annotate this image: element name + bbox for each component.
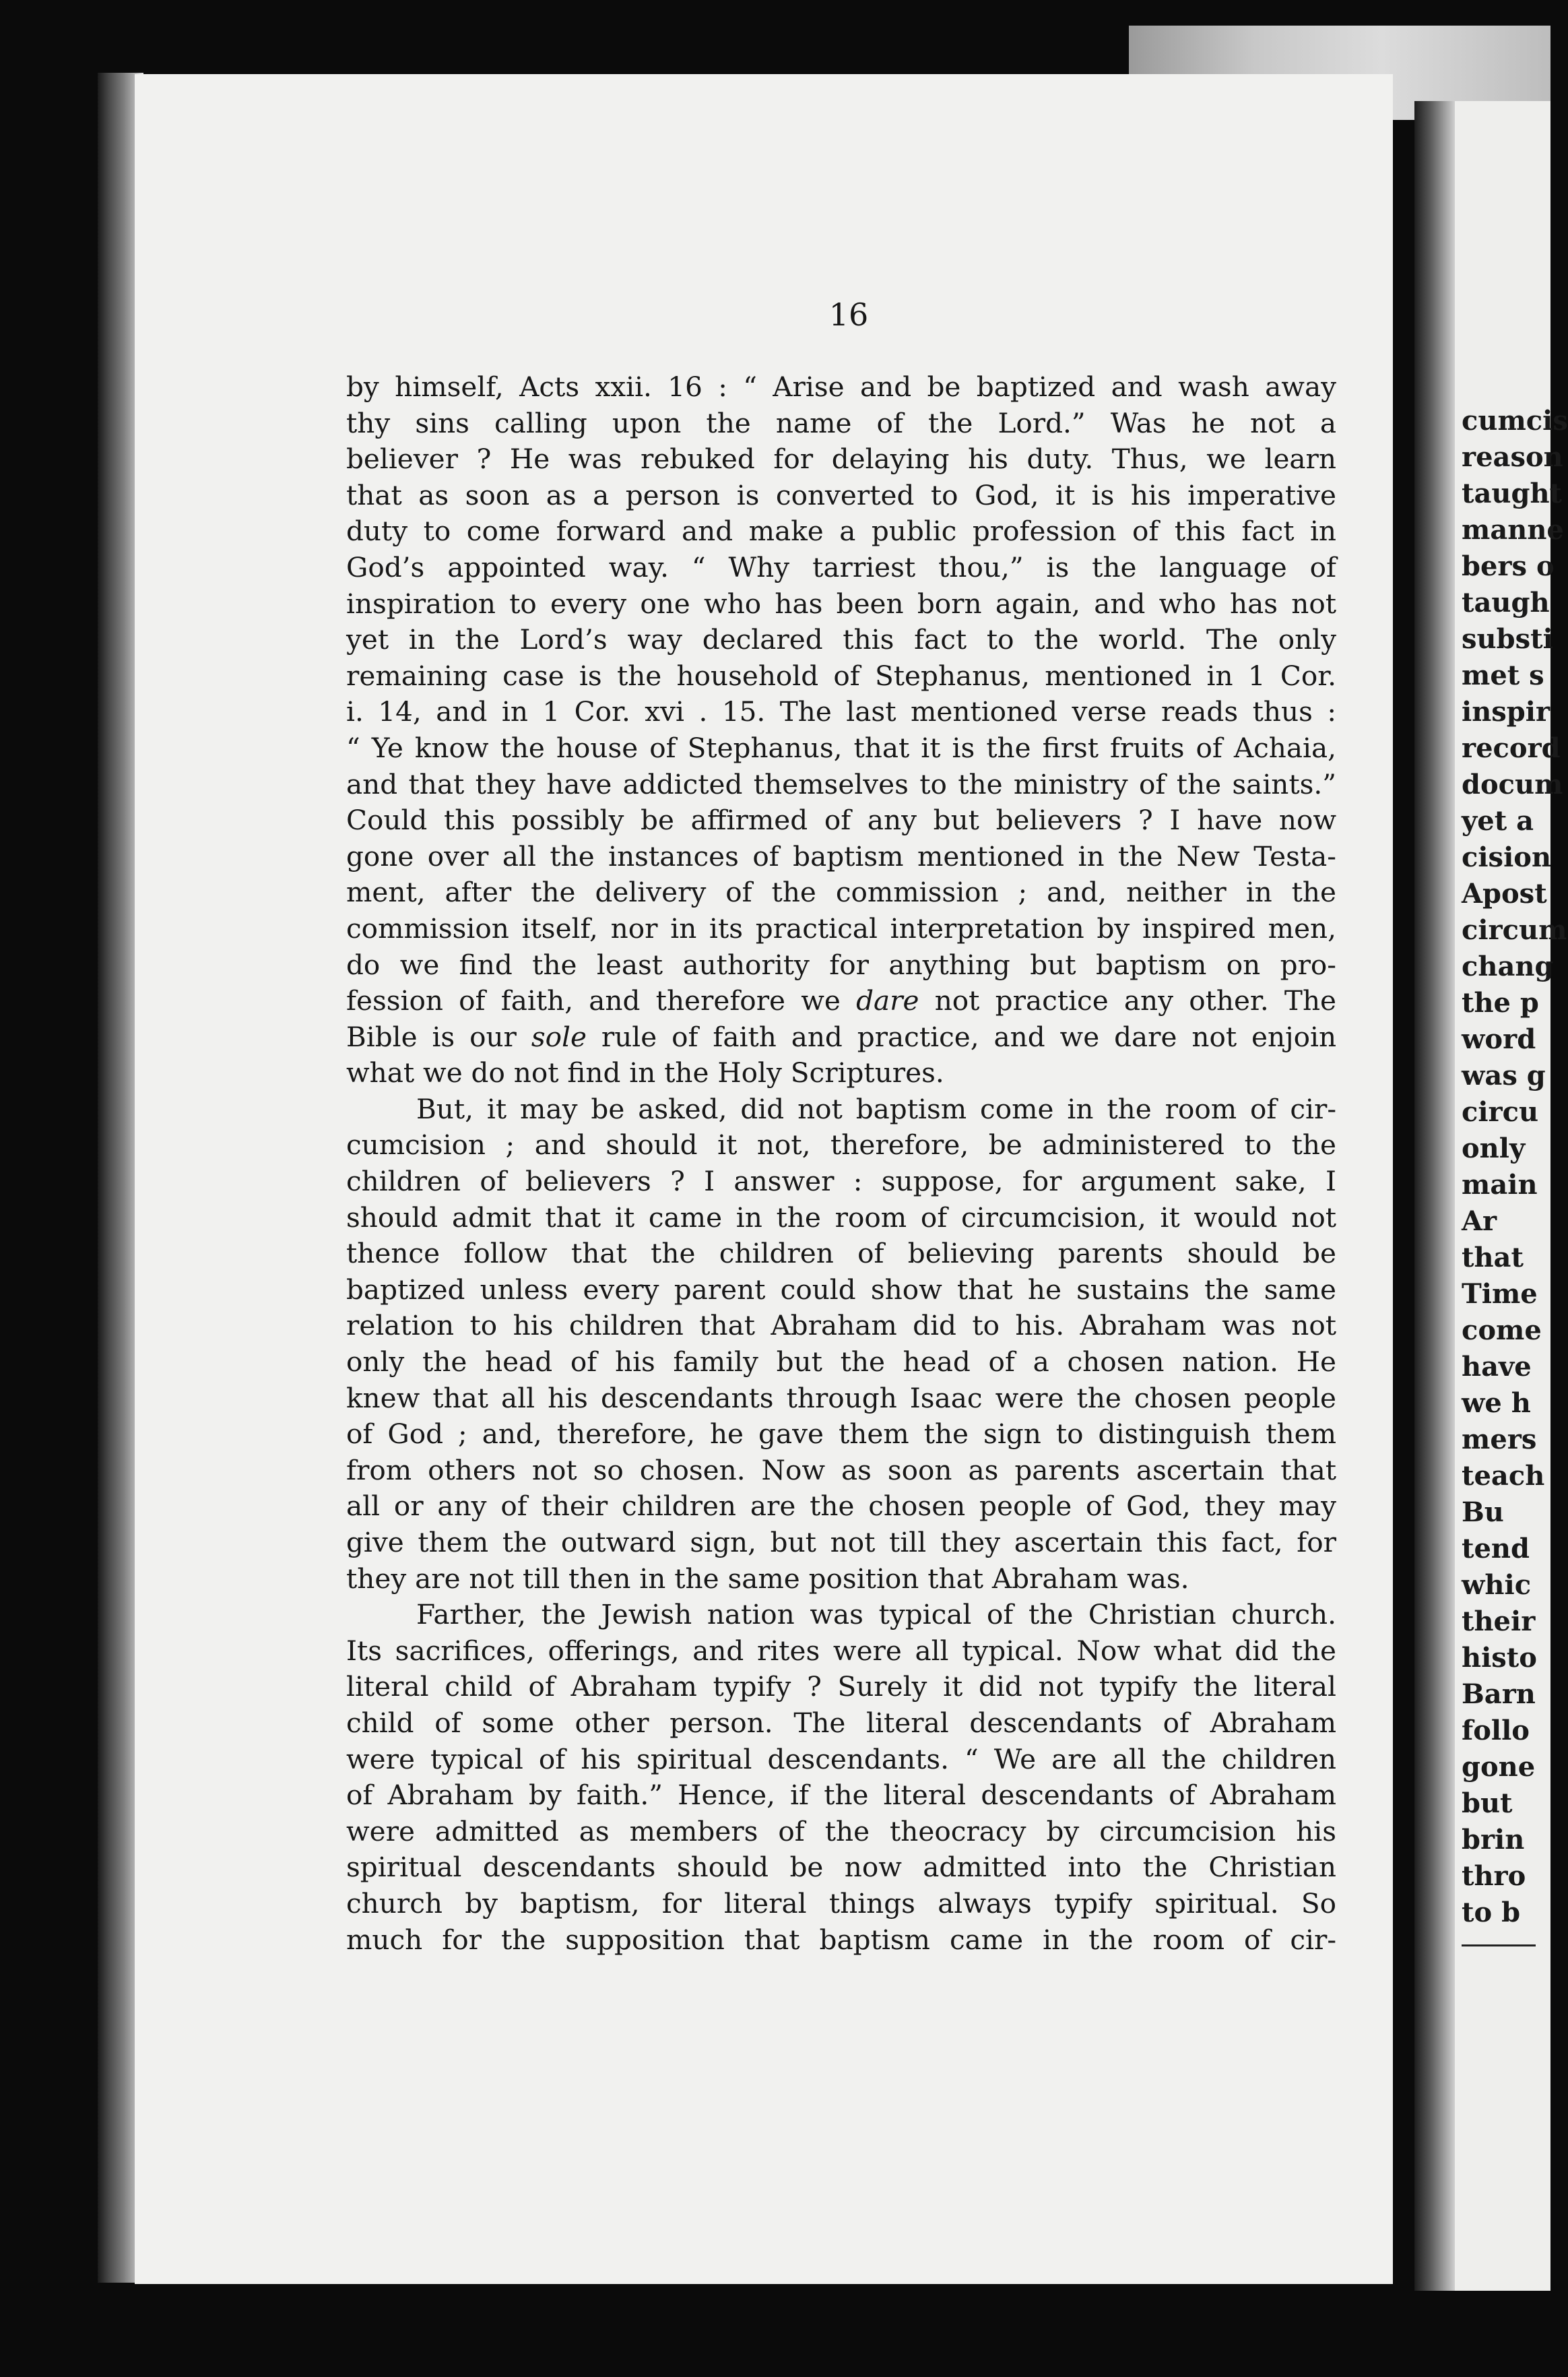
fragment: the p xyxy=(1462,987,1539,1019)
body-text xyxy=(346,369,1336,1958)
text-line: duty to come forward and make a public profession of this fact in xyxy=(346,515,1336,548)
text-line: Its sacrifices, offerings, and rites were all typical. Now what did the xyxy=(346,1634,1336,1667)
gutter-shadow xyxy=(1414,101,1455,2291)
fragment: docum xyxy=(1462,769,1563,800)
fragment: tend xyxy=(1462,1533,1530,1564)
text-line: they are not till then in the same position that Abraham was. xyxy=(346,1562,1189,1595)
fragment: Barn xyxy=(1462,1678,1536,1710)
fragment: reason xyxy=(1462,441,1563,473)
text-line: give them the outward sign, but not till they ascertain this fact, for xyxy=(346,1526,1336,1558)
text-line: should admit that it came in the room of circumcision, it would not xyxy=(346,1201,1336,1234)
text-line: “ Ye know the house of Stephanus, that it is the first fruits of Achaia, xyxy=(346,731,1336,764)
fragment: thro xyxy=(1462,1860,1526,1892)
text-line: remaining case is the household of Stephanus, mentioned in 1 Cor. xyxy=(346,659,1336,692)
text-line: and that they have addicted themselves to the ministry of the saints.” xyxy=(346,767,1336,800)
text-segment: Bible is our xyxy=(346,1020,517,1053)
fragment: have xyxy=(1462,1351,1532,1383)
text-line: baptized unless every parent could show that he sustains the same xyxy=(346,1273,1336,1306)
text-line: much for the supposition that baptism came in the room of cir- xyxy=(346,1923,1336,1956)
text-line: God’s appointed way. “ Why tarriest thou,” is the language of xyxy=(346,550,1336,583)
text-line: gone over all the instances of baptism mentioned in the New Testa- xyxy=(346,839,1336,873)
fragment: word xyxy=(1462,1023,1536,1055)
fragment: was g xyxy=(1462,1060,1546,1091)
fragment: cumcis xyxy=(1462,405,1568,437)
text-line: that as soon as a person is converted to God, it is his imperative xyxy=(346,478,1336,511)
text-line: of God ; and, therefore, he gave them the sign to distinguish them xyxy=(346,1418,1336,1451)
fragment: brin xyxy=(1462,1824,1525,1856)
text-line: thy sins calling upon the name of the Lord.” Was he not a xyxy=(346,406,1336,439)
fragment: cision xyxy=(1462,842,1552,873)
text-line: believer ? He was rebuked for delaying his duty. Thus, we learn xyxy=(346,443,1336,476)
text-line: from others not so chosen. Now as soon as parents ascertain that xyxy=(346,1453,1336,1486)
horizontal-rule xyxy=(1462,1944,1536,1946)
text-line: by himself, Acts xxii. 16 : “ Arise and be baptized and wash away xyxy=(346,371,1336,403)
fragment: Bu xyxy=(1462,1496,1504,1528)
fragment: chang xyxy=(1462,951,1554,982)
fragment: that xyxy=(1462,1242,1524,1273)
fragment: taugh xyxy=(1462,587,1550,619)
fragment: only xyxy=(1462,1133,1526,1164)
fragment: but xyxy=(1462,1787,1513,1819)
fragment: teach xyxy=(1462,1460,1545,1492)
fragment: Time xyxy=(1462,1278,1538,1310)
text-line: thence follow that the children of believing parents should be xyxy=(346,1237,1336,1270)
text-line: what we do not find in the Holy Scriptures. xyxy=(346,1056,944,1089)
fragment: substi xyxy=(1462,623,1553,655)
text-segment: not practice any other. The xyxy=(934,984,1336,1017)
fragment: bers o xyxy=(1462,550,1555,582)
text-line: only the head of his family but the head of a chosen nation. He xyxy=(346,1345,1336,1378)
fragment: circum xyxy=(1462,914,1567,946)
fragment: to b xyxy=(1462,1897,1521,1928)
fragment: met s xyxy=(1462,660,1544,691)
text-line: inspiration to every one who has been born again, and who has not xyxy=(346,587,1336,620)
text-line: were admitted as members of the theocracy by circumcision his xyxy=(346,1814,1336,1847)
fragment: we h xyxy=(1462,1387,1531,1419)
fragment: their xyxy=(1462,1606,1536,1637)
text-line: literal child of Abraham typify ? Surely it did not typify the literal xyxy=(346,1670,1336,1703)
text-line: spiritual descendants should be now admitted into the Christian xyxy=(346,1851,1336,1884)
text-line: were typical of his spiritual descendants. “ We are all the children xyxy=(346,1742,1336,1775)
text-segment: rule of faith and practice, and we dare not enjoin xyxy=(601,1020,1337,1053)
text-line: all or any of their children are the chosen people of God, they may xyxy=(346,1490,1336,1523)
emphasis-sole: sole xyxy=(531,1020,587,1053)
fragment: come xyxy=(1462,1314,1542,1346)
fragment: histo xyxy=(1462,1642,1537,1674)
paragraph-2 xyxy=(346,1091,1336,1597)
text-line: Could this possibly be affirmed of any but believers ? I have now xyxy=(346,804,1336,837)
text-line: of Abraham by faith.” Hence, if the literal descendants of Abraham xyxy=(346,1779,1336,1812)
fragment: gone xyxy=(1462,1751,1536,1783)
emphasis-dare: dare xyxy=(856,984,919,1017)
text-line: relation to his children that Abraham did to his. Abraham was not xyxy=(346,1309,1336,1342)
paragraph-1 xyxy=(346,369,1336,1091)
fragment: whic xyxy=(1462,1569,1532,1601)
fragment: Apost xyxy=(1462,878,1547,910)
page-number: 16 xyxy=(828,296,869,333)
text-line: Farther, the Jewish nation was typical of the Christian church. xyxy=(416,1598,1336,1631)
fragment: record xyxy=(1462,732,1561,764)
text-line: commission itself, nor in its practical interpretation by inspired men, xyxy=(346,912,1336,945)
text-line: knew that all his descendants through Isaac were the chosen people xyxy=(346,1381,1336,1414)
fragment: taught xyxy=(1462,478,1563,509)
text-line: But, it may be asked, did not baptism come in the room of cir- xyxy=(416,1092,1336,1125)
text-line-with-emphasis xyxy=(346,1019,1336,1056)
text-line: cumcision ; and should it not, therefore, be administered to the xyxy=(346,1129,1336,1162)
fragment: main xyxy=(1462,1169,1538,1201)
text-line: do we find the least authority for anything but baptism on pro- xyxy=(346,948,1336,981)
text-line: i. 14, and in 1 Cor. xvi . 15. The last mentioned verse reads thus : xyxy=(346,695,1336,728)
text-line: children of believers ? I answer : suppose, for argument sake, I xyxy=(346,1165,1336,1198)
text-line-with-emphasis xyxy=(346,983,1336,1019)
fragment: inspir xyxy=(1462,696,1550,728)
fragment: yet a xyxy=(1462,805,1534,837)
fragment: Ar xyxy=(1462,1205,1497,1237)
fragment: circu xyxy=(1462,1096,1539,1128)
paragraph-3 xyxy=(346,1597,1336,1958)
fragment: manne xyxy=(1462,514,1564,546)
text-line: child of some other person. The literal descendants of Abraham xyxy=(346,1706,1336,1739)
text-segment: fession of faith, and therefore we xyxy=(346,984,841,1017)
next-page-column-fragments xyxy=(1462,403,1568,1946)
fragment: follo xyxy=(1462,1715,1530,1746)
text-line: ment, after the delivery of the commission ; and, neither in the xyxy=(346,876,1336,909)
text-line: church by baptism, for literal things always typify spiritual. So xyxy=(346,1887,1336,1920)
fragment: mers xyxy=(1462,1424,1537,1455)
text-line: yet in the Lord’s way declared this fact to the world. The only xyxy=(346,623,1336,656)
